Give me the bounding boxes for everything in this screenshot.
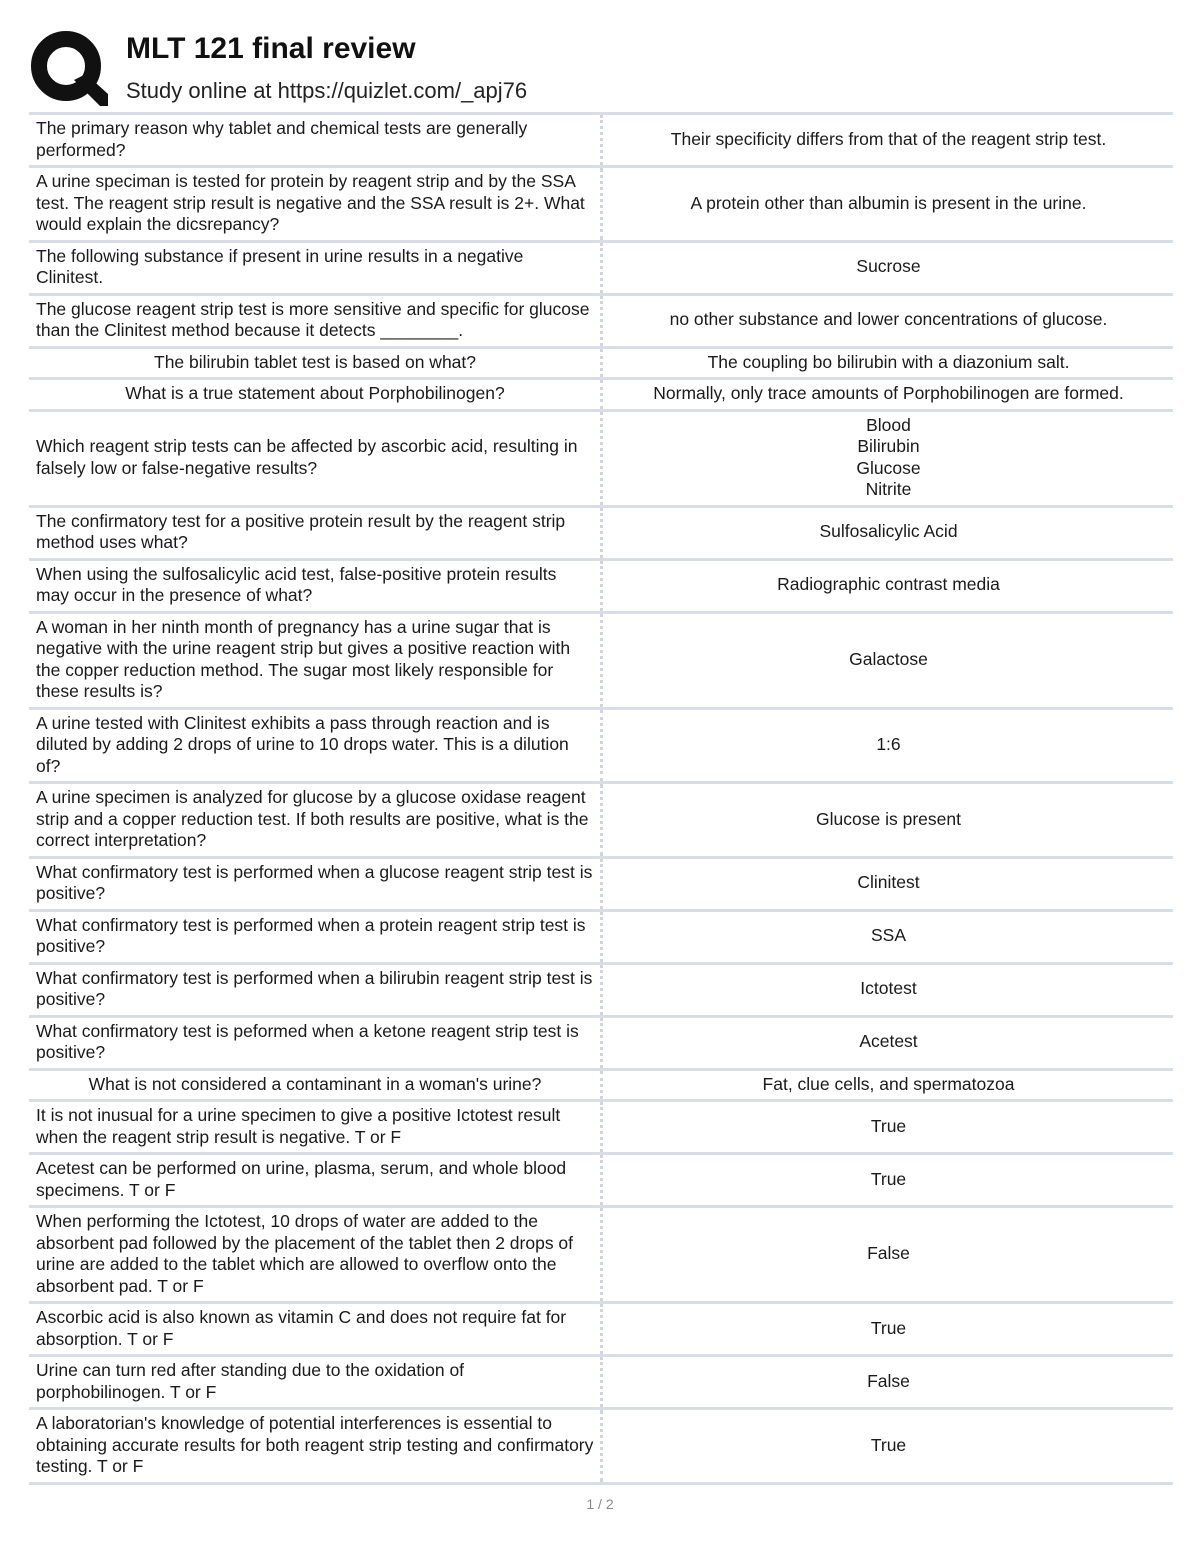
flashcard-row [29, 1101, 1173, 1154]
flashcard-row [29, 1356, 1173, 1409]
flashcard-term: A urine speciman is tested for protein by reagent strip and by the SSA test. The reagent strip result is negative and the SSA result is 2+. What would explain the dicsrepancy? [29, 167, 602, 242]
flashcard-definition: Sucrose [856, 256, 921, 277]
flashcard-definition: True [870, 1168, 907, 1189]
definition-line: Glucose [856, 457, 921, 478]
flashcard-row [29, 379, 1173, 411]
flashcard-definition: Acetest [859, 1031, 918, 1052]
flashcard-row [29, 708, 1173, 783]
flashcard-term: What confirmatory test is peformed when a ketone reagent strip test is positive? [29, 1016, 602, 1069]
flashcard-term: A urine specimen is analyzed for glucose by a glucose oxidase reagent strip and a copper reduction test. If both results are positive, what is the correct interpretation? [29, 783, 602, 858]
flashcard-term: The bilirubin tablet test is based on what? [29, 347, 602, 379]
flashcard-row [29, 1409, 1173, 1484]
flashcard-term: When performing the Ictotest, 10 drops of water are added to the absorbent pad followed by the placement of the tablet then 2 drops of urine are added to the tablet which are allowed to overflow onto the absorbent pad. T or F [29, 1207, 602, 1303]
flashcard-term: The glucose reagent strip test is more sensitive and specific for glucose than the Clinitest method because it detects ________. [29, 294, 602, 347]
flashcard-term: What confirmatory test is performed when a bilirubin reagent strip test is positive? [29, 963, 602, 1016]
definition-line: Nitrite [865, 479, 912, 499]
flashcard-row [29, 347, 1173, 379]
flashcard-row [29, 559, 1173, 612]
flashcard-table [29, 112, 1173, 1485]
flashcard-row [29, 1016, 1173, 1069]
flashcard-term: What confirmatory test is performed when a protein reagent strip test is positive? [29, 910, 602, 963]
flashcard-term: What is not considered a contaminant in a woman's urine? [29, 1069, 602, 1101]
flashcard-row [29, 506, 1173, 559]
flashcard-definition: False [867, 1370, 910, 1391]
flashcard-row [29, 857, 1173, 910]
flashcard-definition: Clinitest [857, 872, 920, 893]
flashcard-definition: Fat, clue cells, and spermatozoa [762, 1073, 1015, 1094]
flashcard-term: What is a true statement about Porphobilinogen? [29, 379, 602, 411]
page-number: 1 / 2 [586, 1496, 614, 1512]
flashcard-term: Ascorbic acid is also known as vitamin C and does not require fat for absorption. T or F [29, 1303, 602, 1356]
flashcard-definition: Galactose [849, 648, 928, 669]
flashcard-term: What confirmatory test is performed when a glucose reagent strip test is positive? [29, 857, 602, 910]
flashcard-term: A urine tested with Clinitest exhibits a pass through reaction and is diluted by adding 2 drops of urine to 10 drops water. This is a dilution of? [29, 708, 602, 783]
flashcard-row [29, 1207, 1173, 1303]
flashcard-term: A laboratorian's knowledge of potential interferences is essential to obtaining accurate results for both reagent strip testing and confirmatory testing. T or F [29, 1409, 602, 1484]
flashcard-definition: A protein other than albumin is present in the urine. [690, 192, 1087, 213]
flashcard-definition: True [870, 1115, 907, 1136]
flashcard-term: It is not inusual for a urine specimen to give a positive Ictotest result when the reagent strip result is negative. T or F [29, 1101, 602, 1154]
flashcard-row [29, 1303, 1173, 1356]
flashcard-term: The primary reason why tablet and chemical tests are generally performed? [29, 114, 602, 167]
flashcard-definition: Glucose is present [816, 808, 961, 829]
flashcard-row [29, 612, 1173, 708]
study-link-text: Study online at https://quizlet.com/_apj76 [126, 78, 528, 103]
flashcard-definition: Their specificity differs from that of the reagent strip test. [670, 128, 1107, 149]
flashcard-row [29, 1069, 1173, 1101]
flashcard-row [29, 910, 1173, 963]
flashcard-row [29, 294, 1173, 347]
flashcard-term: Urine can turn red after standing due to the oxidation of porphobilinogen. T or F [29, 1356, 602, 1409]
flashcard-definition: Normally, only trace amounts of Porphobilinogen are formed. [653, 383, 1124, 403]
flashcard-row [29, 1154, 1173, 1207]
flashcard-term: A woman in her ninth month of pregnancy has a urine sugar that is negative with the urine reagent strip but gives a positive reaction with the copper reduction method. The sugar most likely responsible for these results is? [29, 612, 602, 708]
flashcard-row [29, 167, 1173, 242]
flashcard-row [29, 114, 1173, 167]
flashcard-definition: False [867, 1243, 910, 1264]
flashcard-row [29, 963, 1173, 1016]
quizlet-q-logo-icon [30, 30, 108, 108]
flashcard-definition: Radiographic contrast media [777, 574, 1000, 595]
flashcard-definition: no other substance and lower concentrations of glucose. [669, 309, 1108, 330]
definition-line: Blood [866, 414, 911, 435]
flashcard-row [29, 783, 1173, 858]
flashcard-row [29, 241, 1173, 294]
flashcard-definition: Ictotest [860, 978, 917, 999]
flashcard-definition: True [870, 1434, 907, 1455]
flashcard-definition: 1:6 [876, 734, 901, 754]
flashcard-row [29, 410, 1173, 506]
flashcard-term: Which reagent strip tests can be affected by ascorbic acid, resulting in falsely low or false-negative results? [29, 410, 602, 506]
flashcard-definition: SSA [870, 925, 907, 946]
flashcard-definition: The coupling bo bilirubin with a diazonium salt. [707, 351, 1070, 372]
flashcard-definition [602, 410, 1174, 506]
flashcard-term: The following substance if present in urine results in a negative Clinitest. [29, 241, 602, 294]
flashcard-term: Acetest can be performed on urine, plasma, serum, and whole blood specimens. T or F [29, 1154, 602, 1207]
flashcard-term: The confirmatory test for a positive protein result by the reagent strip method uses what? [29, 506, 602, 559]
flashcard-definition: Sulfosalicylic Acid [819, 521, 958, 542]
flashcard-definition: True [870, 1317, 907, 1338]
flashcard-term: When using the sulfosalicylic acid test, false-positive protein results may occur in the presence of what? [29, 559, 602, 612]
definition-line: Bilirubin [857, 436, 920, 456]
page-title: MLT 121 final review [126, 32, 416, 65]
